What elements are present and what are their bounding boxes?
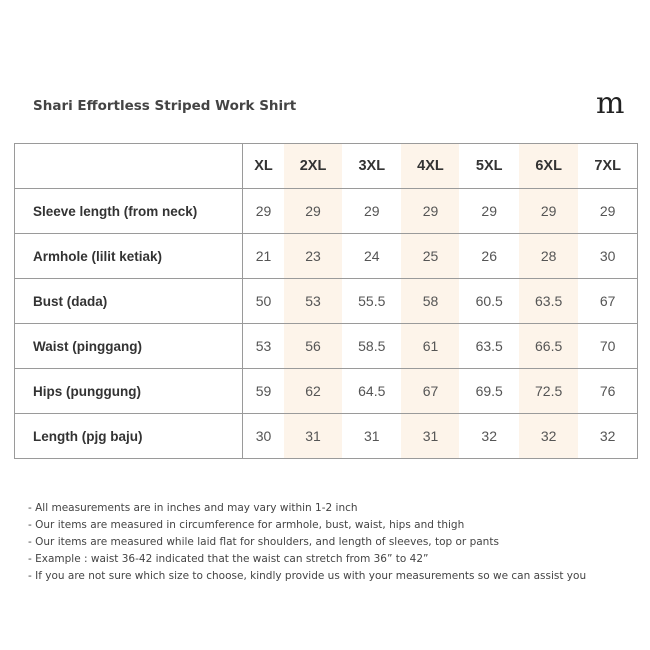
size-header-row [15, 144, 638, 189]
measurement-value: 56 [284, 324, 342, 369]
measurement-row [15, 369, 638, 414]
measurement-label: Hips (punggung) [15, 369, 243, 414]
page-title: Shari Effortless Striped Work Shirt [33, 98, 297, 114]
measurement-value: 69.5 [459, 369, 518, 414]
measurement-value: 28 [519, 234, 578, 279]
size-header: 6XL [519, 144, 578, 189]
note-line: - If you are not sure which size to choose, kindly provide us with your measurements so we can assist you [28, 570, 587, 582]
measurement-value: 29 [401, 189, 459, 234]
measurement-value: 30 [243, 414, 285, 459]
measurement-value: 25 [401, 234, 459, 279]
measurement-value: 53 [284, 279, 342, 324]
measurement-row [15, 324, 638, 369]
size-header: 2XL [284, 144, 342, 189]
measurement-value: 66.5 [519, 324, 578, 369]
measurement-row [15, 234, 638, 279]
measurement-value: 70 [578, 324, 637, 369]
measurement-value: 58 [401, 279, 459, 324]
measurement-label: Bust (dada) [15, 279, 243, 324]
size-header: XL [243, 144, 285, 189]
measurement-value: 29 [342, 189, 401, 234]
measurement-value: 72.5 [519, 369, 578, 414]
measurement-label: Waist (pinggang) [15, 324, 243, 369]
measurement-value: 50 [243, 279, 285, 324]
measurement-value: 32 [459, 414, 518, 459]
measurement-value: 76 [578, 369, 637, 414]
measurement-row [15, 279, 638, 324]
measurement-value: 24 [342, 234, 401, 279]
measurement-value: 59 [243, 369, 285, 414]
measurement-value: 29 [284, 189, 342, 234]
measurement-value: 31 [401, 414, 459, 459]
measurement-value: 62 [284, 369, 342, 414]
measurement-value: 64.5 [342, 369, 401, 414]
measurement-value: 63.5 [519, 279, 578, 324]
size-header: 5XL [459, 144, 518, 189]
measurement-row [15, 414, 638, 459]
measurement-value: 55.5 [342, 279, 401, 324]
measurement-value: 23 [284, 234, 342, 279]
note-line: - Our items are measured in circumference for armhole, bust, waist, hips and thigh [28, 519, 465, 531]
measurement-value: 29 [578, 189, 637, 234]
measurement-value: 29 [459, 189, 518, 234]
measurement-value: 58.5 [342, 324, 401, 369]
measurement-value: 32 [578, 414, 637, 459]
size-header: 3XL [342, 144, 401, 189]
measurement-value: 60.5 [459, 279, 518, 324]
measurement-row [15, 189, 638, 234]
note-line: - Our items are measured while laid flat for shoulders, and length of sleeves, top or pants [28, 536, 499, 548]
note-line: - Example : waist 36-42 indicated that the waist can stretch from 36” to 42” [28, 553, 429, 565]
size-header: 7XL [578, 144, 637, 189]
measurement-label: Armhole (lilit ketiak) [15, 234, 243, 279]
measurement-value: 21 [243, 234, 285, 279]
measurement-label: Length (pjg baju) [15, 414, 243, 459]
measurement-notes [28, 500, 586, 585]
measurement-value: 29 [243, 189, 285, 234]
measurement-value: 61 [401, 324, 459, 369]
measurement-value: 67 [401, 369, 459, 414]
measurement-value: 53 [243, 324, 285, 369]
measurement-value: 31 [342, 414, 401, 459]
measurement-value: 30 [578, 234, 637, 279]
measurement-value: 67 [578, 279, 637, 324]
size-header: 4XL [401, 144, 459, 189]
measurement-label: Sleeve length (from neck) [15, 189, 243, 234]
corner-cell [15, 144, 243, 189]
size-chart-table [14, 143, 638, 459]
measurement-value: 32 [519, 414, 578, 459]
note-line: - All measurements are in inches and may vary within 1-2 inch [28, 502, 358, 514]
brand-logo: m [596, 86, 623, 121]
measurement-value: 31 [284, 414, 342, 459]
measurement-value: 63.5 [459, 324, 518, 369]
measurement-value: 29 [519, 189, 578, 234]
measurement-value: 26 [459, 234, 518, 279]
